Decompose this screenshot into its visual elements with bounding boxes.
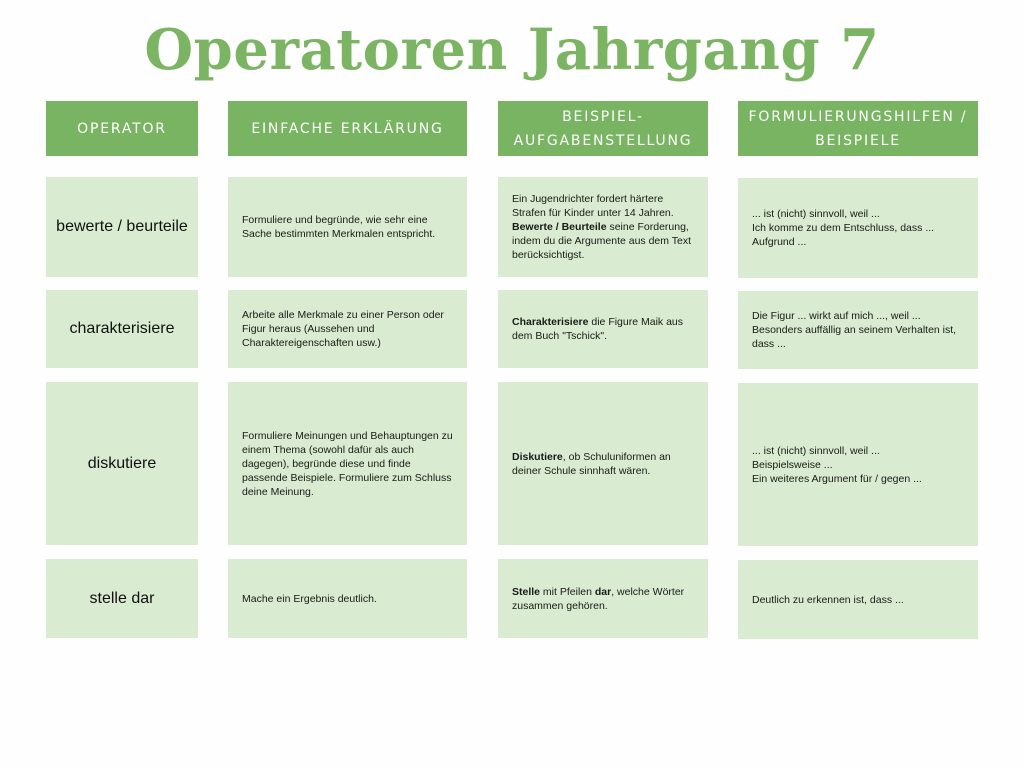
explanation-cell (228, 177, 467, 277)
example-text-post: , ob Schuluniformen an deiner Schule sinnhaft wären. (512, 450, 671, 477)
phrase-line: Die Figur ... wirkt auf mich ..., weil ... (752, 310, 921, 322)
phrase-line: Beispielsweise ... (752, 458, 833, 471)
example-cell (498, 382, 708, 545)
explanation-text: Mache ein Ergebnis deutlich. (242, 592, 377, 605)
explanation-text: Arbeite alle Merkmale zu einer Person oder Figur heraus (Aussehen und Charaktereigenschaften usw.) (242, 309, 444, 349)
explanation-cell (228, 290, 467, 368)
example-text-post: seine Forderung, indem du die Argumente aus dem Text berücksichtigst. (512, 221, 691, 261)
header-phrases (738, 101, 978, 156)
phrase-line: ... ist (nicht) sinnvoll, weil ... (752, 444, 880, 457)
example-text (512, 192, 694, 262)
operator-cell (46, 177, 198, 277)
operator-cell (46, 290, 198, 368)
operator-label: diskutiere (87, 454, 157, 472)
example-text (512, 315, 694, 343)
phrases-cell (738, 383, 978, 546)
header-phrases-line2: BEISPIELE (815, 132, 901, 149)
page-title: Operatoren Jahrgang 7 (144, 17, 880, 83)
header-example (498, 101, 708, 156)
header-phrases-line1: FORMULIERUNGSHILFEN / (748, 108, 968, 125)
operator-cell (46, 559, 198, 638)
phrase-line: ... ist (nicht) sinnvoll, weil ... (752, 208, 880, 220)
explanation-text: Formuliere Meinungen und Behauptungen zu einem Thema (sowohl dafür als auch dagegen), begründe diese und finde passende Beispiele. Formuliere zum Schluss deine Meinung. (242, 429, 453, 498)
example-text (512, 585, 694, 613)
example-text-post: , welche Wörter zusammen gehören. (512, 585, 685, 612)
header-example-line2: AUFGABENSTELLUNG (513, 132, 693, 149)
example-text-mid: mit Pfeilen (540, 585, 595, 598)
phrase-line: Besonders auffällig an seinem Verhalten ist, dass ... (752, 324, 957, 350)
example-text-bold: Bewerte / Beurteile (512, 221, 607, 233)
header-explanation-label: EINFACHE ERKLÄRUNG (251, 120, 444, 137)
operator-label: stelle dar (89, 589, 155, 607)
operator-cell (46, 382, 198, 545)
example-text-bold: Diskutiere (512, 450, 563, 463)
explanation-cell (228, 559, 467, 638)
example-cell (498, 290, 708, 368)
example-cell (498, 177, 708, 277)
header-example-line1: BEISPIEL- (562, 108, 644, 125)
example-text-pre: Ein Jugendrichter fordert härtere Strafen für Kinder unter 14 Jahren. (512, 193, 674, 219)
example-text-bold: Charakterisiere (512, 316, 589, 328)
phrases-cell (738, 178, 978, 278)
header-operator (46, 101, 198, 156)
operator-label: charakterisiere (69, 320, 175, 337)
example-text-bold: dar (594, 585, 612, 598)
phrase-line: Aufgrund ... (752, 236, 807, 248)
example-text-post: die Figure Maik aus dem Buch "Tschick". (512, 316, 684, 342)
header-operator-label: OPERATOR (77, 120, 167, 137)
example-cell (498, 559, 708, 638)
example-text-bold: Stelle (512, 585, 541, 598)
phrases-cell (738, 291, 978, 369)
example-text (512, 450, 694, 478)
phrase-line: Ich komme zu dem Entschluss, dass ... (752, 222, 935, 234)
header-explanation (228, 101, 467, 156)
operator-label: bewerte / beurteile (56, 218, 188, 235)
phrase-line: Ein weiteres Argument für / gegen ... (752, 472, 922, 485)
phrase-line: Deutlich zu erkennen ist, dass ... (752, 593, 904, 606)
explanation-cell (228, 382, 467, 545)
explanation-text: Formuliere und begründe, wie sehr eine Sache bestimmten Merkmalen entspricht. (242, 214, 436, 240)
phrases-cell (738, 560, 978, 639)
